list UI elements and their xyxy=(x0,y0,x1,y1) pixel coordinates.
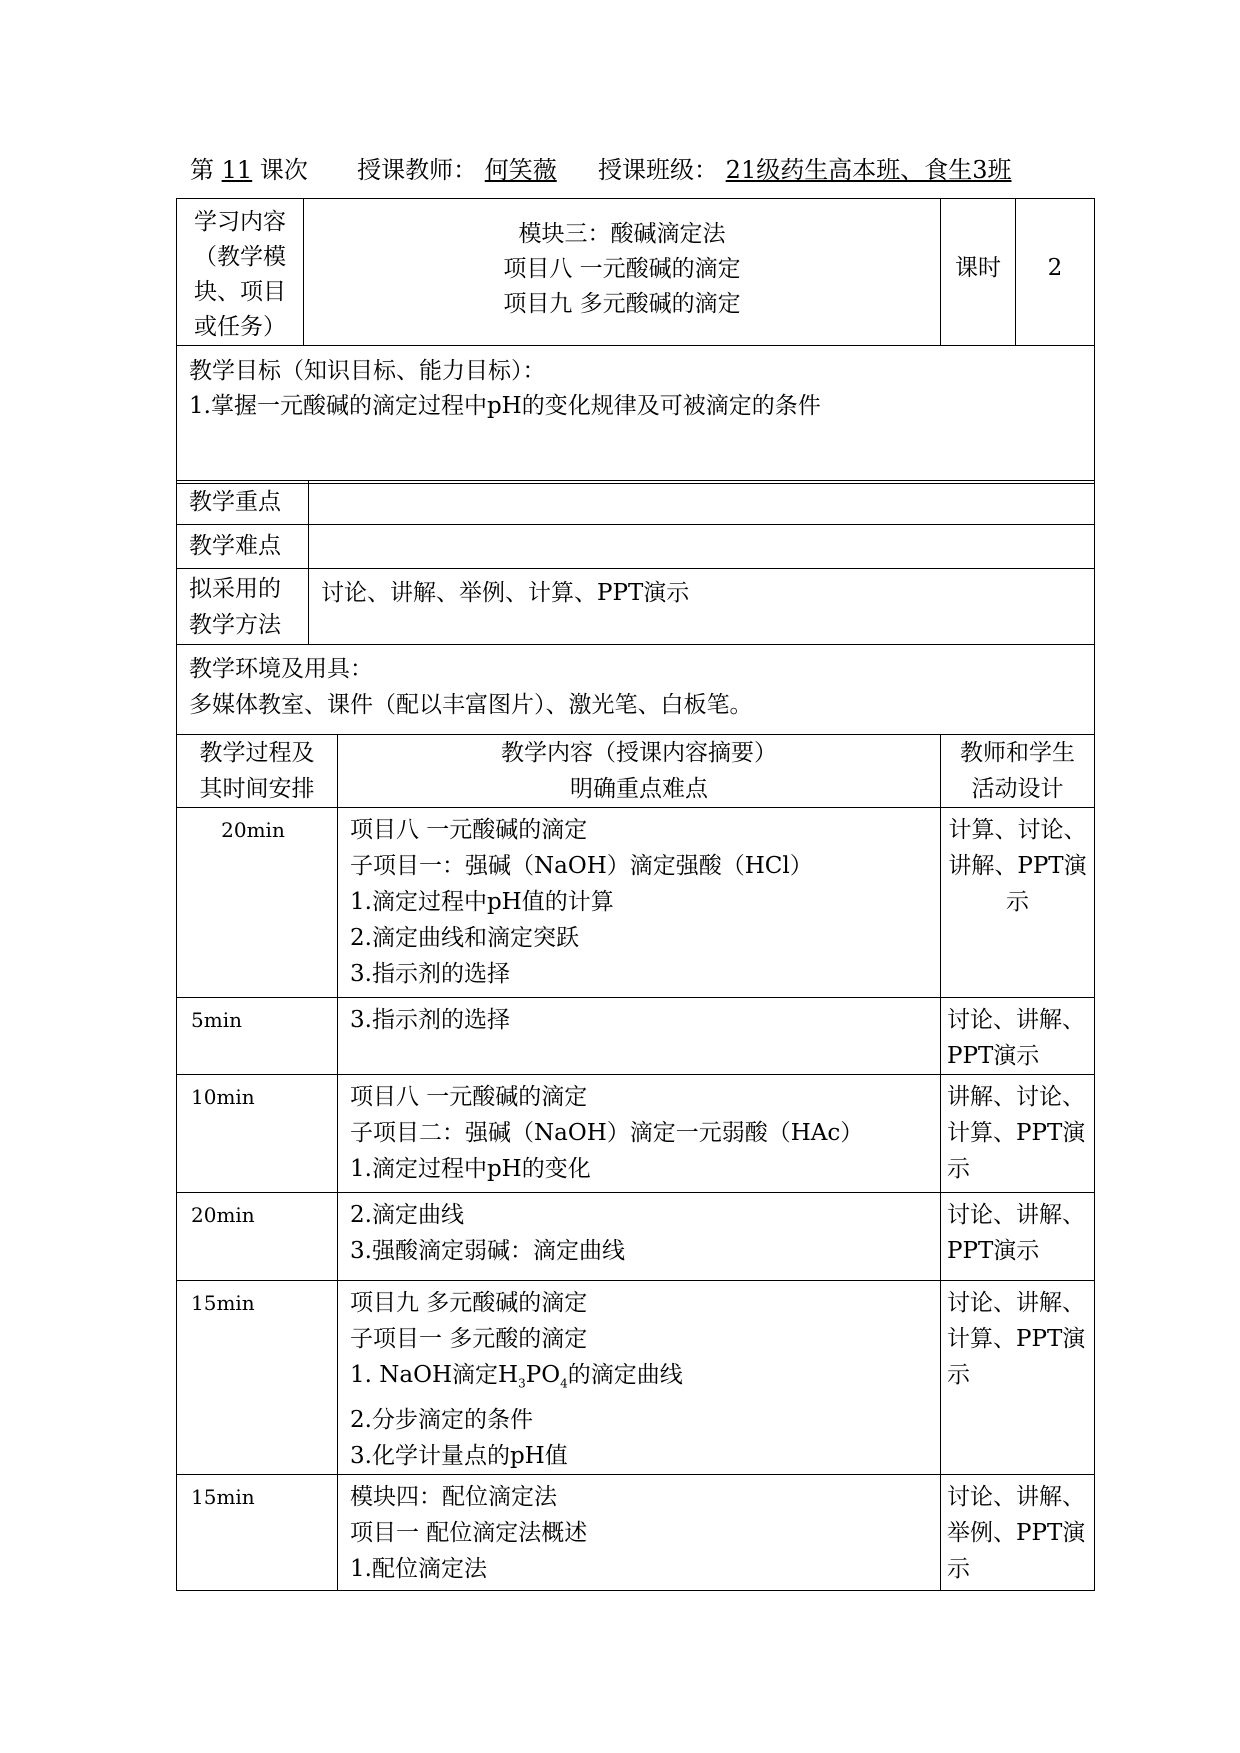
time-cell: 10min xyxy=(177,1075,338,1193)
lesson-prefix: 第 xyxy=(190,156,214,184)
project-title: 项目九 多元酸碱的滴定 xyxy=(503,291,741,317)
class-name: 21级药生高本班、食生3班 xyxy=(725,156,1012,184)
table-row xyxy=(177,1475,1095,1591)
header-line: 教师和学生 xyxy=(960,740,1075,766)
formula-sub: 4 xyxy=(560,1376,568,1391)
content-line: 项目八 一元酸碱的滴定 xyxy=(350,817,588,843)
content-line: 3.强酸滴定弱碱：滴定曲线 xyxy=(350,1238,625,1264)
content-label-line: 学习内容 xyxy=(194,209,286,235)
table-row xyxy=(177,1193,1095,1281)
class-label: 授课班级： xyxy=(598,156,719,184)
key-points-value xyxy=(309,481,1095,525)
methods-label-cell xyxy=(177,569,309,645)
time-cell: 15min xyxy=(177,1281,338,1475)
header-line: 活动设计 xyxy=(971,776,1064,802)
content-cell xyxy=(338,1475,941,1591)
key-points-label: 教学重点 xyxy=(177,481,309,525)
formula-pre: 1. NaOH滴定H xyxy=(350,1362,519,1388)
activity-line: 示 xyxy=(947,1362,970,1388)
lesson-info-table xyxy=(176,198,1095,484)
activity-line: PPT演示 xyxy=(947,1238,1040,1264)
time-cell: 5min xyxy=(177,998,338,1075)
content-label-line: 块、项目 xyxy=(194,279,286,305)
methods-label-line: 教学方法 xyxy=(189,612,281,638)
activity-cell xyxy=(941,1075,1095,1193)
content-line: 2.滴定曲线 xyxy=(350,1202,464,1228)
activity-line: 计算、PPT演 xyxy=(947,1120,1086,1146)
time-cell: 20min xyxy=(177,1193,338,1281)
module-title: 模块三：酸碱滴定法 xyxy=(518,221,726,247)
process-header-row xyxy=(177,735,1095,808)
header-line: 教学过程及 xyxy=(199,740,315,766)
content-value-cell xyxy=(304,199,941,346)
activity-line: 示 xyxy=(1006,889,1029,915)
activity-cell xyxy=(941,808,1095,998)
objective-item: 1.掌握一元酸碱的滴定过程中pH的变化规律及可被滴定的条件 xyxy=(189,393,821,419)
methods-value: 讨论、讲解、举例、计算、PPT演示 xyxy=(309,569,1095,645)
content-line: 模块四：配位滴定法 xyxy=(350,1484,557,1510)
content-line: 3.指示剂的选择 xyxy=(350,1007,510,1033)
hours-value: 2 xyxy=(1016,199,1095,346)
content-label-line: （教学模 xyxy=(194,244,286,270)
table-row xyxy=(177,1281,1095,1475)
lesson-suffix: 课次 xyxy=(259,156,308,184)
header-line: 其时间安排 xyxy=(199,776,315,802)
content-line: 项目八 一元酸碱的滴定 xyxy=(350,1084,588,1110)
activity-line: 讨论、讲解、 xyxy=(947,1202,1085,1228)
objectives-title: 教学目标（知识目标、能力目标）： xyxy=(189,358,546,384)
content-line: 1.配位滴定法 xyxy=(350,1556,487,1582)
activity-line: 讨论、讲解、 xyxy=(947,1484,1085,1510)
formula-mid: PO xyxy=(525,1362,561,1388)
objectives-cell xyxy=(177,346,1095,484)
teacher-label: 授课教师： xyxy=(357,156,478,184)
activity-line: 讨论、讲解、 xyxy=(947,1290,1085,1316)
content-line: 项目九 多元酸碱的滴定 xyxy=(350,1290,588,1316)
content-line: 3.指示剂的选择 xyxy=(350,961,510,987)
table-row xyxy=(177,808,1095,998)
process-time-header xyxy=(177,735,338,808)
table-row xyxy=(177,998,1095,1075)
difficulties-label: 教学难点 xyxy=(177,525,309,569)
content-line: 子项目二：强碱（NaOH）滴定一元弱酸（HAc） xyxy=(350,1120,864,1146)
teaching-process-table xyxy=(176,734,1095,1591)
methods-label-line: 拟采用的 xyxy=(189,576,281,602)
project-title: 项目八 一元酸碱的滴定 xyxy=(503,256,741,282)
activity-line: PPT演示 xyxy=(947,1043,1040,1069)
environment-title: 教学环境及用具： xyxy=(189,656,373,682)
content-cell xyxy=(338,1193,941,1281)
content-line: 3.化学计量点的pH值 xyxy=(350,1442,568,1469)
activity-line: 计算、PPT演 xyxy=(947,1326,1086,1352)
content-label-line: 或任务） xyxy=(194,314,286,340)
content-line-formula xyxy=(350,1357,932,1402)
teacher-name: 何笑薇 xyxy=(484,156,557,184)
activity-line: 讲解、PPT演 xyxy=(948,853,1087,879)
activity-line: 讨论、讲解、 xyxy=(947,1007,1085,1033)
hours-label: 课时 xyxy=(941,199,1016,346)
header-line: 教学内容（授课内容摘要） xyxy=(501,740,777,766)
activity-cell xyxy=(941,998,1095,1075)
difficulties-value xyxy=(309,525,1095,569)
table-row xyxy=(177,1075,1095,1193)
time-cell: 20min xyxy=(177,808,338,998)
process-activity-header xyxy=(941,735,1095,808)
activity-cell xyxy=(941,1475,1095,1591)
activity-line: 示 xyxy=(947,1156,970,1182)
content-cell xyxy=(338,998,941,1075)
lesson-number: 11 xyxy=(221,156,253,184)
activity-line: 示 xyxy=(947,1556,970,1582)
content-line: 2.滴定曲线和滴定突跃 xyxy=(350,925,579,951)
content-label-cell xyxy=(177,199,304,346)
activity-line: 举例、PPT演 xyxy=(947,1520,1086,1546)
time-cell: 15min xyxy=(177,1475,338,1591)
formula-post: 的滴定曲线 xyxy=(567,1362,683,1388)
activity-line: 计算、讨论、 xyxy=(948,817,1087,843)
content-line: 子项目一 多元酸的滴定 xyxy=(350,1326,588,1352)
process-content-header xyxy=(338,735,941,808)
formula-sub: 3 xyxy=(518,1376,526,1391)
activity-cell xyxy=(941,1281,1095,1475)
lesson-header xyxy=(190,150,1011,185)
content-cell xyxy=(338,1281,941,1475)
content-cell xyxy=(338,1075,941,1193)
environment-cell xyxy=(177,645,1095,735)
content-line: 子项目一：强碱（NaOH）滴定强酸（HCl） xyxy=(350,853,813,879)
content-line: 项目一 配位滴定法概述 xyxy=(350,1520,588,1546)
teaching-info-table xyxy=(176,480,1095,735)
header-line: 明确重点难点 xyxy=(570,776,708,802)
content-line: 2.分步滴定的条件 xyxy=(350,1406,533,1433)
environment-value: 多媒体教室、课件（配以丰富图片）、激光笔、白板笔。 xyxy=(189,692,753,718)
activity-line: 讲解、讨论、 xyxy=(947,1084,1085,1110)
content-line: 1.滴定过程中pH的变化 xyxy=(350,1156,591,1182)
content-cell xyxy=(338,808,941,998)
content-line: 1.滴定过程中pH值的计算 xyxy=(350,889,614,915)
activity-cell xyxy=(941,1193,1095,1281)
